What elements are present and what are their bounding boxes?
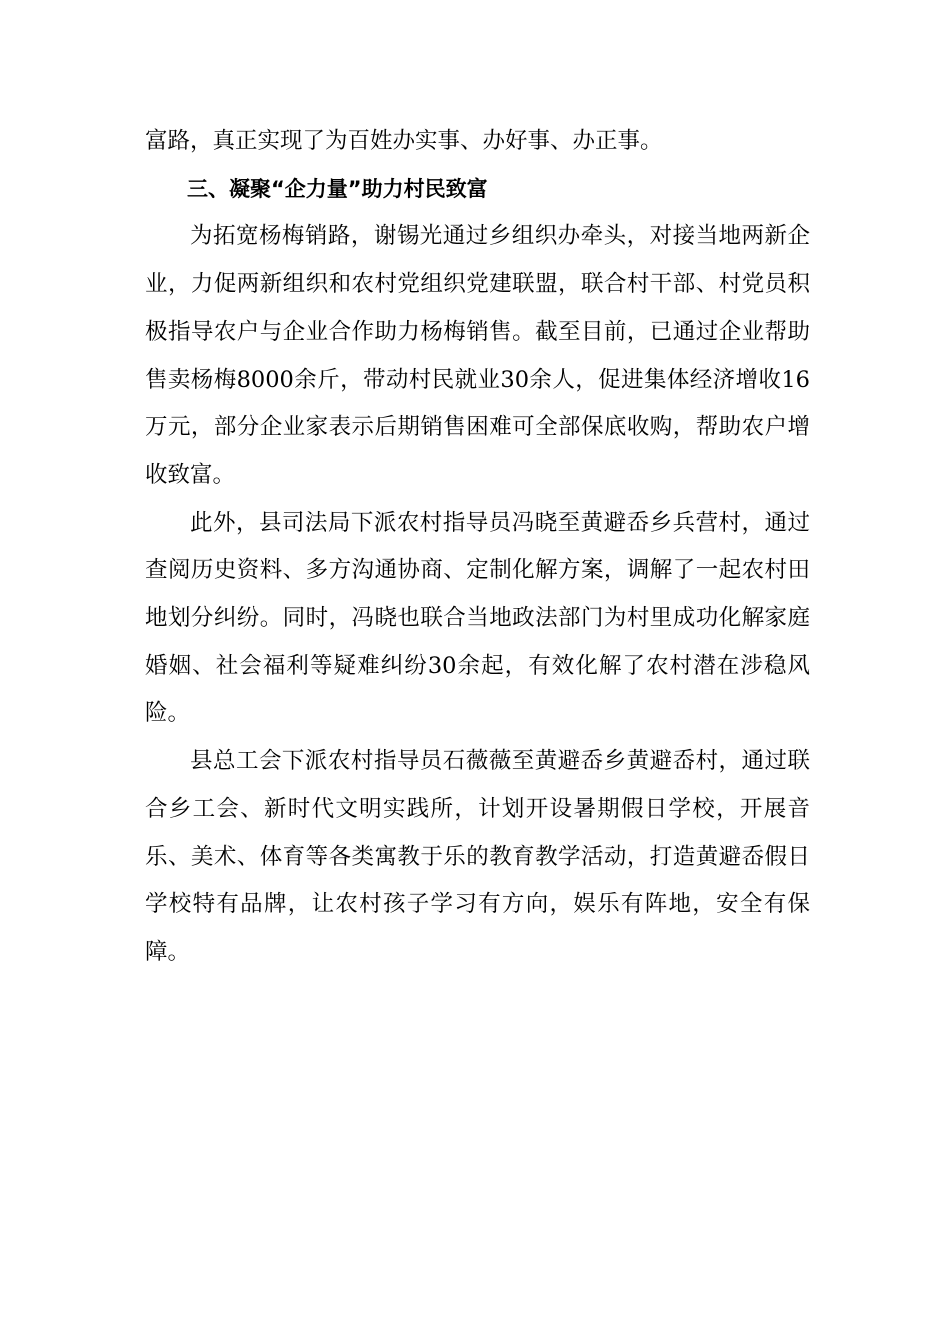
paragraph-continuation: 富路，真正实现了为百姓办实事、办好事、办正事。 (145, 128, 663, 154)
section-heading: 三、凝聚“企力量”助力村民致富 (187, 176, 488, 201)
paragraph-holiday-school: 县总工会下派农村指导员石薇薇至黄避岙乡黄避岙村，通过联合乡工会、新时代文明实践所，计划开设暑期假日学校，开展音乐、美术、体育等各类寓教于乐的教育教学活动，打造黄避岙假日学校特有品牌，让农村孩子学习有方向，娱乐有阵地，安全有保障。 (145, 748, 810, 965)
document-body (145, 118, 810, 977)
paragraph-dispute-mediation: 此外，县司法局下派农村指导员冯晓至黄避岙乡兵营村，通过查阅历史资料、多方沟通协商、定制化解方案，调解了一起农村田地划分纠纷。同时，冯晓也联合当地政法部门为村里成功化解家庭婚姻、社会福利等疑难纠纷30余起，有效化解了农村潜在涉稳风险。 (145, 509, 810, 727)
paragraph-bayberry-sales: 为拓宽杨梅销路，谢锡光通过乡组织办牵头，对接当地两新企业，力促两新组织和农村党组织党建联盟，联合村干部、村党员积极指导农户与企业合作助力杨梅销售。截至目前，已通过企业帮助售卖杨梅8000余斤，带动村民就业30余人，促进集体经济增收16万元，部分企业家表示后期销售困难可全部保底收购，帮助农户增收致富。 (145, 223, 810, 488)
